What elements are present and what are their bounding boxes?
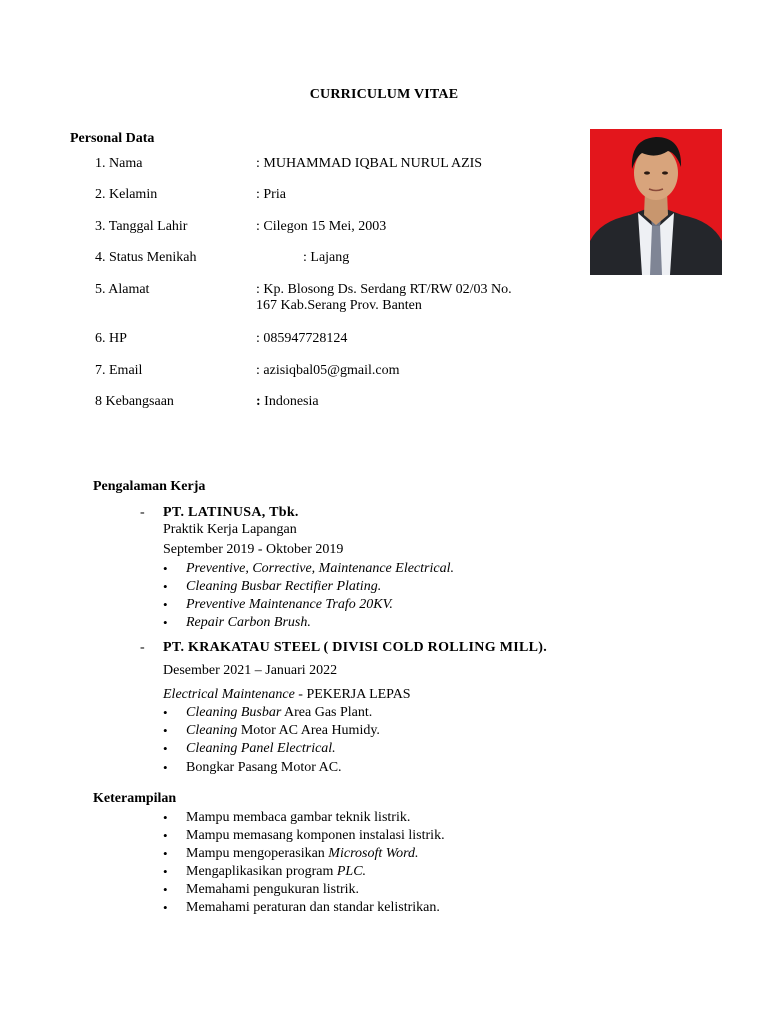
task-italic: Cleaning Busbar xyxy=(186,705,282,720)
bullet-icon: • xyxy=(163,579,168,594)
skill-text xyxy=(186,900,440,916)
skill-plain: Mengaplikasikan program xyxy=(186,864,337,879)
task-italic: Cleaning xyxy=(186,723,238,738)
skill-text xyxy=(186,828,445,844)
task-italic: Cleaning Panel Electrical. xyxy=(186,741,336,756)
task-text: Preventive, Corrective, Maintenance Electrical. xyxy=(186,561,454,576)
job-period: September 2019 - Oktober 2019 xyxy=(163,542,344,557)
row-label: 4. Status Menikah xyxy=(95,250,197,265)
skills-heading: Keterampilan xyxy=(93,791,177,806)
bullet-icon: • xyxy=(163,828,168,843)
skill-text xyxy=(186,882,359,898)
job-dash: - xyxy=(140,505,145,520)
bullet-icon: • xyxy=(163,705,168,720)
bullet-icon: • xyxy=(163,846,168,861)
row-value: : 085947728124 xyxy=(256,331,348,346)
bullet-icon: • xyxy=(163,882,168,897)
portrait-illustration xyxy=(590,129,722,275)
skill-italic: Microsoft Word. xyxy=(328,846,419,861)
bullet-icon: • xyxy=(163,723,168,738)
skill-text xyxy=(186,810,410,826)
bullet-icon: • xyxy=(163,810,168,825)
bullet-icon: • xyxy=(163,597,168,612)
skill-text xyxy=(186,864,366,880)
task-text xyxy=(186,741,336,757)
job-role-rest: - PEKERJA LEPAS xyxy=(294,687,411,702)
job-period: Desember 2021 – Januari 2022 xyxy=(163,663,338,678)
row-label: 6. HP xyxy=(95,331,127,346)
document-title: CURRICULUM VITAE xyxy=(309,87,459,102)
skill-plain: Mampu memasang komponen instalasi listrik. xyxy=(186,828,445,843)
row-label: 3. Tanggal Lahir xyxy=(95,219,188,234)
row-value xyxy=(256,394,319,410)
bullet-icon: • xyxy=(163,900,168,915)
row-value: : Cilegon 15 Mei, 2003 xyxy=(256,219,387,234)
value-text: Indonesia xyxy=(260,394,319,409)
row-label: 1. Nama xyxy=(95,156,143,171)
row-label: 2. Kelamin xyxy=(95,187,158,202)
task-text xyxy=(186,723,380,739)
bullet-icon: • xyxy=(163,864,168,879)
row-label: 7. Email xyxy=(95,363,143,378)
value-colon: : xyxy=(256,394,261,409)
row-value: : azisiqbal05@gmail.com xyxy=(256,363,400,378)
row-label: 8 Kebangsaan xyxy=(95,394,174,409)
skill-italic: PLC. xyxy=(336,864,367,879)
task-text xyxy=(186,760,342,776)
experience-heading: Pengalaman Kerja xyxy=(93,479,206,494)
task-text: Cleaning Busbar Rectifier Plating. xyxy=(186,579,382,594)
bullet-icon: • xyxy=(163,741,168,756)
job-company: PT. KRAKATAU STEEL ( DIVISI COLD ROLLING MILL). xyxy=(163,640,547,655)
task-rest: Motor AC Area Humidy. xyxy=(237,723,380,738)
bullet-icon: • xyxy=(163,760,168,775)
bullet-icon: • xyxy=(163,615,168,630)
row-value: : Pria xyxy=(256,187,286,202)
row-value: : Kp. Blosong Ds. Serdang RT/RW 02/03 No. xyxy=(256,282,512,297)
row-value-line2: 167 Kab.Serang Prov. Banten xyxy=(256,298,422,313)
profile-photo xyxy=(590,129,722,275)
job-role xyxy=(163,687,411,703)
task-text: Repair Carbon Brush. xyxy=(186,615,311,630)
bullet-icon: • xyxy=(163,561,168,576)
job-company: PT. LATINUSA, Tbk. xyxy=(163,505,299,520)
task-text xyxy=(186,705,372,721)
job-role: Praktik Kerja Lapangan xyxy=(163,522,297,537)
task-rest: Area Gas Plant. xyxy=(281,705,373,720)
personal-data-heading: Personal Data xyxy=(70,131,155,146)
row-value: : Lajang xyxy=(303,250,350,265)
task-rest: Bongkar Pasang Motor AC. xyxy=(186,760,342,775)
skill-text xyxy=(186,846,419,862)
skill-plain: Mampu membaca gambar teknik listrik. xyxy=(186,810,411,825)
task-text: Preventive Maintenance Trafo 20KV. xyxy=(186,597,393,612)
skill-plain: Memahami pengukuran listrik. xyxy=(186,882,360,897)
job-role-italic: Electrical Maintenance xyxy=(163,687,295,702)
skill-plain: Mampu mengoperasikan xyxy=(186,846,329,861)
job-dash: - xyxy=(140,640,145,655)
skill-plain: Memahami peraturan dan standar kelistrikan. xyxy=(186,900,440,915)
row-value: : MUHAMMAD IQBAL NURUL AZIS xyxy=(256,156,483,171)
row-label: 5. Alamat xyxy=(95,282,150,297)
